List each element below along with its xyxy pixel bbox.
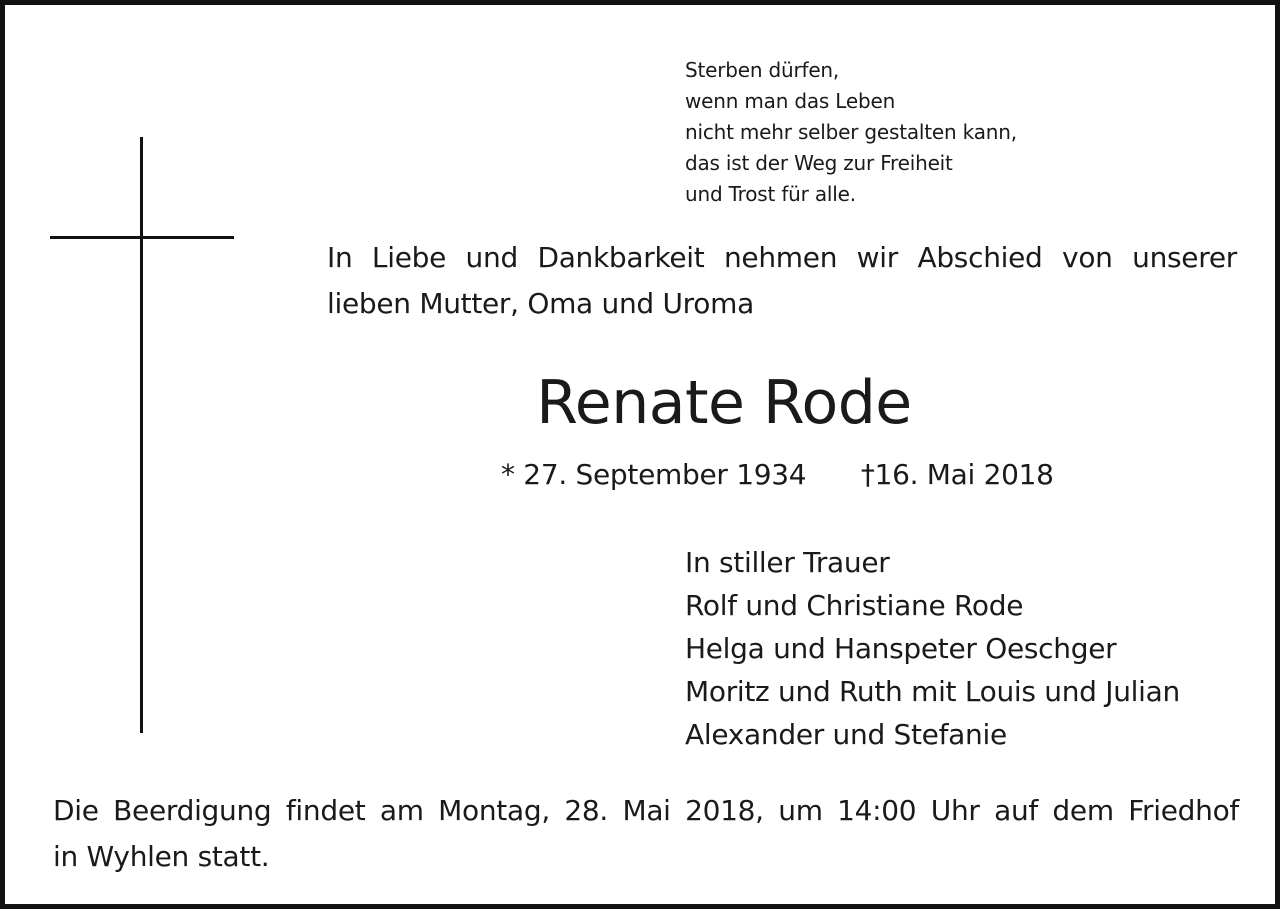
intro-word: Liebe: [371, 241, 447, 274]
funeral-word: 2018,: [685, 794, 764, 827]
deceased-name: [327, 367, 1237, 439]
funeral-word: Die: [53, 794, 99, 827]
intro-word: In: [327, 241, 353, 274]
intro-line-2: lieben Mutter, Oma und Uroma: [327, 287, 754, 320]
poem-line: und Trost für alle.: [685, 182, 856, 206]
life-dates: [501, 453, 1054, 497]
intro-line-1: [327, 235, 1237, 281]
deceased-name-text: Renate Rode: [536, 368, 912, 438]
mourning-heading: In stiller Trauer: [685, 546, 890, 579]
death-date: †16. Mai 2018: [860, 458, 1054, 491]
funeral-word: Beerdigung: [113, 794, 272, 827]
mourner-name: Moritz und Ruth mit Louis und Julian: [685, 675, 1180, 708]
funeral-word: am: [379, 794, 424, 827]
mourner-name: Rolf und Christiane Rode: [685, 589, 1024, 622]
funeral-line-2: in Wyhlen statt.: [53, 840, 270, 873]
intro-word: Abschied: [917, 241, 1043, 274]
intro-text: [327, 235, 1237, 327]
birth-date: * 27. September 1934: [501, 458, 807, 491]
intro-word: wir: [856, 241, 898, 274]
intro-word: von: [1062, 241, 1113, 274]
funeral-word: dem: [1052, 794, 1114, 827]
funeral-word: um: [778, 794, 823, 827]
intro-word: unserer: [1132, 241, 1237, 274]
poem-line: nicht mehr selber gestalten kann,: [685, 120, 1017, 144]
poem-line: wenn man das Leben: [685, 89, 896, 113]
intro-word: und: [465, 241, 518, 274]
poem-line: Sterben dürfen,: [685, 58, 840, 82]
poem-line: das ist der Weg zur Freiheit: [685, 151, 953, 175]
funeral-word: Montag,: [438, 794, 550, 827]
funeral-word: Mai: [622, 794, 671, 827]
mourner-name: Helga und Hanspeter Oeschger: [685, 632, 1117, 665]
funeral-word: auf: [994, 794, 1038, 827]
funeral-word: Uhr: [930, 794, 980, 827]
intro-word: nehmen: [723, 241, 838, 274]
funeral-word: 14:00: [837, 794, 917, 827]
poem: [685, 55, 1017, 210]
funeral-word: 28.: [564, 794, 609, 827]
mourners-block: [685, 541, 1180, 756]
intro-word: Dankbarkeit: [537, 241, 705, 274]
funeral-word: Friedhof: [1128, 794, 1239, 827]
funeral-line-1: [53, 788, 1239, 834]
mourner-name: Alexander und Stefanie: [685, 718, 1007, 751]
funeral-word: findet: [285, 794, 366, 827]
funeral-info: [53, 788, 1239, 880]
